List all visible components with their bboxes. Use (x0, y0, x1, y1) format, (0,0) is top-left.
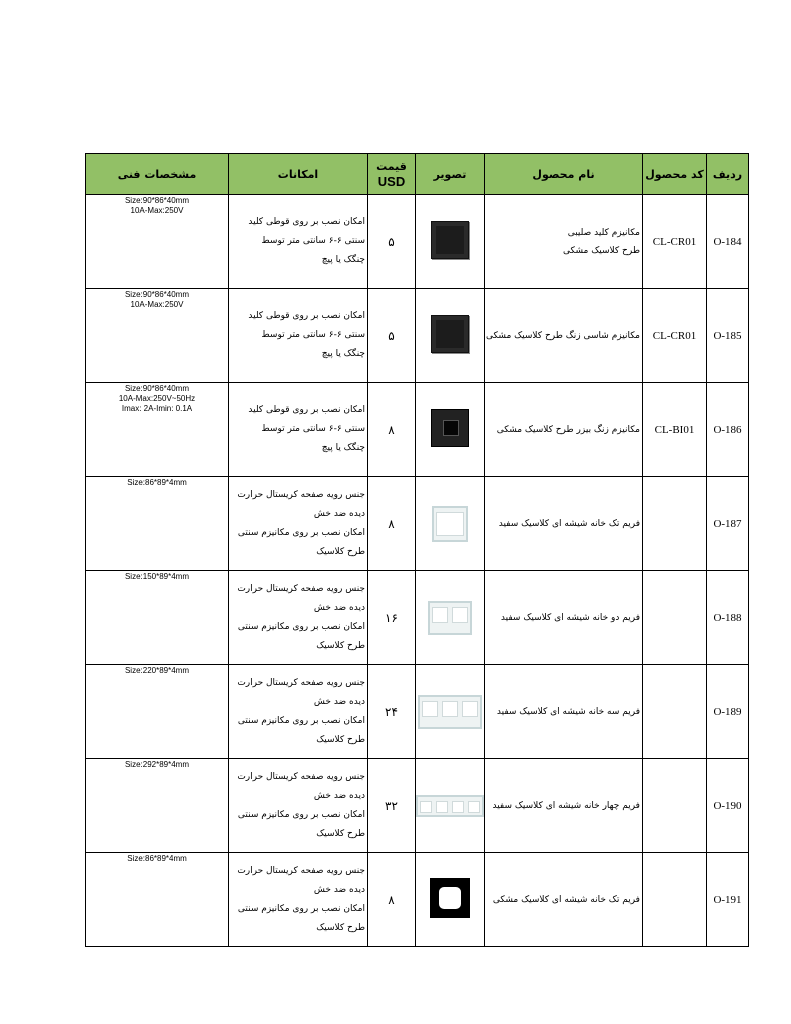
feature-line: سنتی ۶-۶ سانتی متر توسط (261, 424, 365, 434)
spec-line: 10A-Max:250V (130, 206, 184, 215)
product-name-cell (485, 759, 643, 853)
frame-slot-icon (436, 512, 464, 536)
spec-line: Size:292*89*4mm (124, 760, 190, 769)
product-code-cell (643, 853, 707, 947)
spec-line: Size:86*89*4mm (127, 854, 187, 863)
product-code-cell: CL-BI01 (643, 383, 707, 477)
table-row (86, 665, 749, 759)
product-code-cell (643, 477, 707, 571)
product-name-cell (485, 195, 643, 289)
feature-line: جنس رویه صفحه کریستال حرارت (237, 489, 365, 500)
buzzer-port-icon (443, 420, 459, 436)
feature-line: دیده ضد خش (313, 884, 365, 895)
image-cell (416, 195, 485, 289)
feature-line: دیده ضد خش (313, 790, 365, 801)
specs-cell (86, 665, 229, 759)
frame-slot-icon (432, 607, 448, 623)
feature-line: امکان نصب بر روی مکانیزم سنتی (237, 527, 365, 538)
product-name-cell (485, 571, 643, 665)
table-row (86, 289, 749, 383)
dark-switch-icon (431, 221, 469, 259)
feature-line: جنس رویه صفحه کریستال حرارت (237, 583, 365, 594)
specs-cell (86, 759, 229, 853)
feature-line: دیده ضد خش (313, 508, 365, 519)
spec-line: Size:220*89*4mm (124, 666, 190, 675)
specs-cell (86, 477, 229, 571)
table-row (86, 853, 749, 947)
product-table (85, 153, 749, 947)
white-frame-icon (416, 795, 484, 817)
product-name-cell (485, 665, 643, 759)
row-number-cell: O-191 (707, 853, 749, 947)
feature-line: امکان نصب بر روی مکانیزم سنتی (237, 715, 365, 726)
product-name-cell (485, 289, 643, 383)
spec-line: 10A-Max:250V (130, 300, 184, 309)
feature-line: سنتی ۶-۶ سانتی متر توسط (261, 330, 365, 340)
feature-line: امکان نصب بر روی مکانیزم سنتی (237, 903, 365, 914)
table-row (86, 477, 749, 571)
product-code-cell (643, 571, 707, 665)
specs-cell (86, 289, 229, 383)
switch-face-icon (436, 320, 464, 348)
product-name-cell (485, 853, 643, 947)
product-name-cell (485, 477, 643, 571)
price-cell: ۵ (368, 195, 416, 289)
product-name-line: مکانیزم کلید صلیبی (567, 227, 640, 238)
image-cell (416, 665, 485, 759)
frame-slot-icon (422, 701, 438, 717)
image-cell (416, 759, 485, 853)
table-row (86, 195, 749, 289)
header-price-label: قیمت (376, 160, 407, 173)
table-row (86, 759, 749, 853)
price-cell: ۵ (368, 289, 416, 383)
feature-line: طرح کلاسیک (316, 922, 365, 933)
row-number-cell: O-184 (707, 195, 749, 289)
product-name-line: فریم تک خانه شیشه ای کلاسیک سفید (498, 518, 640, 529)
feature-line: امکان نصب بر روی مکانیزم سنتی (237, 809, 365, 820)
product-code-cell (643, 759, 707, 853)
feature-line: سنتی ۶-۶ سانتی متر توسط (261, 236, 365, 246)
white-frame-icon (428, 601, 472, 635)
frame-slot-icon (436, 801, 448, 813)
feature-line: چنگک یا پیچ (321, 349, 365, 359)
features-cell (229, 665, 368, 759)
spec-line: Size:90*86*40mm (124, 290, 190, 299)
feature-line: جنس رویه صفحه کریستال حرارت (237, 677, 365, 688)
product-name-line: فریم چهار خانه شیشه ای کلاسیک سفید (492, 800, 640, 811)
frame-opening-icon (439, 887, 461, 909)
row-number-cell: O-187 (707, 477, 749, 571)
white-frame-icon (418, 695, 482, 729)
features-cell (229, 571, 368, 665)
spec-line: Size:150*89*4mm (124, 572, 190, 581)
price-cell: ۱۶ (368, 571, 416, 665)
feature-line: دیده ضد خش (313, 696, 365, 707)
frame-slot-icon (452, 801, 464, 813)
product-name-line: مکانیزم زنگ بیزر طرح کلاسیک مشکی (496, 424, 640, 435)
features-cell (229, 853, 368, 947)
frame-slot-icon (420, 801, 432, 813)
price-cell: ۸ (368, 383, 416, 477)
features-cell (229, 195, 368, 289)
header-image: تصویر (416, 154, 485, 195)
price-cell: ۳۲ (368, 759, 416, 853)
header-name: نام محصول (485, 154, 643, 195)
image-cell (416, 289, 485, 383)
header-features: امکانات (229, 154, 368, 195)
spec-line: Size:90*86*40mm (124, 196, 190, 205)
specs-cell (86, 571, 229, 665)
white-frame-icon (432, 506, 468, 542)
row-number-cell: O-189 (707, 665, 749, 759)
row-number-cell: O-190 (707, 759, 749, 853)
specs-cell (86, 195, 229, 289)
table-body (86, 195, 749, 947)
table-row (86, 383, 749, 477)
black-frame-icon (430, 878, 470, 918)
feature-line: امکان نصب بر روی قوطی کلید (248, 311, 365, 321)
frame-slot-icon (452, 607, 468, 623)
row-number-cell: O-185 (707, 289, 749, 383)
product-code-cell: CL-CR01 (643, 289, 707, 383)
switch-face-icon (436, 226, 464, 254)
features-cell (229, 289, 368, 383)
spec-line: Imax: 2A-Imin: 0.1A (121, 404, 193, 413)
product-code-cell (643, 665, 707, 759)
product-code-cell: CL-CR01 (643, 195, 707, 289)
product-name-cell (485, 383, 643, 477)
feature-line: امکان نصب بر روی مکانیزم سنتی (237, 621, 365, 632)
image-cell (416, 383, 485, 477)
dark-switch-icon (431, 315, 469, 353)
feature-line: جنس رویه صفحه کریستال حرارت (237, 771, 365, 782)
product-name-line: فریم سه خانه شیشه ای کلاسیک سفید (496, 706, 640, 717)
feature-line: جنس رویه صفحه کریستال حرارت (237, 865, 365, 876)
header-specs: مشخصات فنی (86, 154, 229, 195)
header-price-currency: USD (377, 174, 406, 189)
row-number-cell: O-188 (707, 571, 749, 665)
feature-line: طرح کلاسیک (316, 828, 365, 839)
product-name-line: فریم دو خانه شیشه ای کلاسیک سفید (500, 612, 640, 623)
image-cell (416, 853, 485, 947)
price-cell: ۲۴ (368, 665, 416, 759)
features-cell (229, 759, 368, 853)
product-name-line: طرح کلاسیک مشکی (563, 245, 640, 256)
frame-slot-icon (468, 801, 480, 813)
header-row (86, 154, 749, 195)
image-cell (416, 477, 485, 571)
feature-line: طرح کلاسیک (316, 734, 365, 745)
spec-line: Size:86*89*4mm (127, 478, 187, 487)
product-name-line: فریم تک خانه شیشه ای کلاسیک مشکی (492, 894, 640, 905)
header-price (368, 154, 416, 195)
frame-slot-icon (462, 701, 478, 717)
feature-line: امکان نصب بر روی قوطی کلید (248, 405, 365, 415)
feature-line: طرح کلاسیک (316, 640, 365, 651)
specs-cell (86, 853, 229, 947)
feature-line: امکان نصب بر روی قوطی کلید (248, 217, 365, 227)
dark-buzzer-icon (431, 409, 469, 447)
feature-line: چنگک یا پیچ (321, 443, 365, 453)
table-row (86, 571, 749, 665)
spec-line: 10A-Max:250V~50Hz (118, 394, 196, 403)
price-cell: ۸ (368, 477, 416, 571)
product-name-line: مکانیزم شاسی زنگ طرح کلاسیک مشکی (485, 330, 640, 341)
price-cell: ۸ (368, 853, 416, 947)
frame-slot-icon (442, 701, 458, 717)
features-cell (229, 383, 368, 477)
features-cell (229, 477, 368, 571)
feature-line: دیده ضد خش (313, 602, 365, 613)
image-cell (416, 571, 485, 665)
specs-cell (86, 383, 229, 477)
feature-line: طرح کلاسیک (316, 546, 365, 557)
feature-line: چنگک یا پیچ (321, 255, 365, 265)
row-number-cell: O-186 (707, 383, 749, 477)
header-row-number: ردیف (707, 154, 749, 195)
spec-line: Size:90*86*40mm (124, 384, 190, 393)
header-code: کد محصول (643, 154, 707, 195)
